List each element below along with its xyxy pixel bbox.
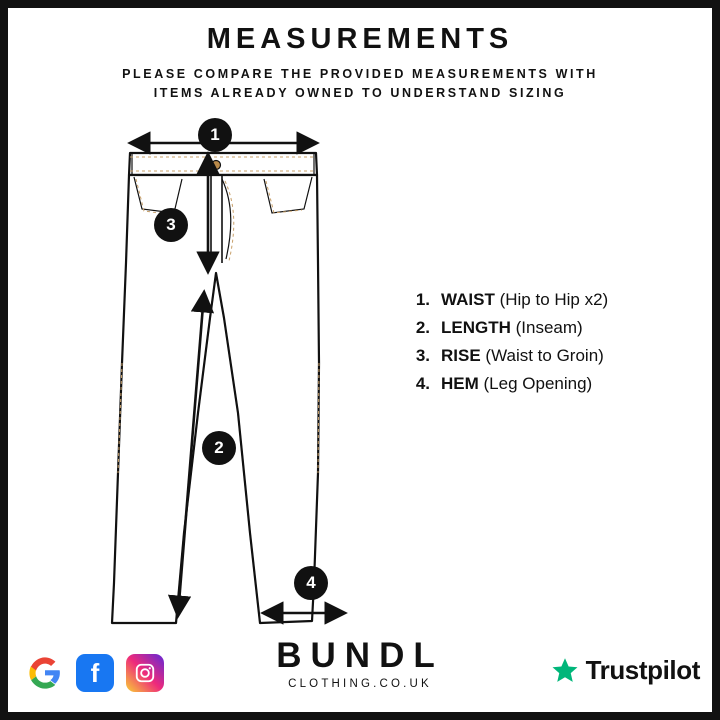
legend-detail: (Inseam) bbox=[515, 318, 583, 337]
legend-number: 1. bbox=[415, 290, 430, 309]
legend-number: 2. bbox=[415, 318, 430, 337]
page-subtitle bbox=[8, 65, 712, 104]
legend-label: LENGTH bbox=[441, 318, 511, 337]
legend-text bbox=[441, 318, 583, 338]
legend-detail: (Leg Opening) bbox=[483, 374, 593, 393]
legend-text bbox=[441, 374, 592, 394]
footer bbox=[8, 614, 712, 704]
jeans-illustration bbox=[98, 113, 408, 633]
subtitle-line-2: ITEMS ALREADY OWNED TO UNDERSTAND SIZING bbox=[153, 86, 567, 101]
header bbox=[8, 24, 712, 104]
legend-number: 3. bbox=[415, 346, 430, 365]
legend-text bbox=[441, 290, 608, 310]
badge-rise: 3 bbox=[154, 208, 188, 242]
trustpilot-name: Trustpilot bbox=[585, 655, 700, 685]
legend-label: WAIST bbox=[441, 290, 495, 309]
page-title: MEASUREMENTS bbox=[206, 23, 514, 55]
list-item bbox=[404, 318, 694, 338]
legend-text bbox=[441, 346, 604, 366]
badge-waist: 1 bbox=[198, 118, 232, 152]
legend-detail: (Hip to Hip x2) bbox=[499, 290, 609, 309]
brand-name: BUNDL bbox=[276, 636, 444, 675]
jeans-diagram bbox=[98, 113, 408, 633]
facebook-icon[interactable]: f bbox=[76, 654, 114, 692]
trustpilot-logo[interactable] bbox=[550, 655, 700, 686]
info-card bbox=[8, 8, 712, 712]
brand-domain: CLOTHING.CO.UK bbox=[288, 678, 432, 690]
subtitle-line-1: PLEASE COMPARE THE PROVIDED MEASUREMENTS WITH bbox=[122, 66, 598, 81]
badge-hem: 4 bbox=[294, 566, 328, 600]
star-icon bbox=[550, 656, 580, 686]
badge-length: 2 bbox=[202, 431, 236, 465]
legend-label: HEM bbox=[441, 374, 479, 393]
measurement-legend bbox=[404, 290, 694, 402]
list-item bbox=[404, 290, 694, 310]
legend-number: 4. bbox=[415, 374, 430, 393]
list-item bbox=[404, 374, 694, 394]
legend-label: RISE bbox=[441, 346, 481, 365]
legend-detail: (Waist to Groin) bbox=[485, 346, 604, 365]
list-item bbox=[404, 346, 694, 366]
